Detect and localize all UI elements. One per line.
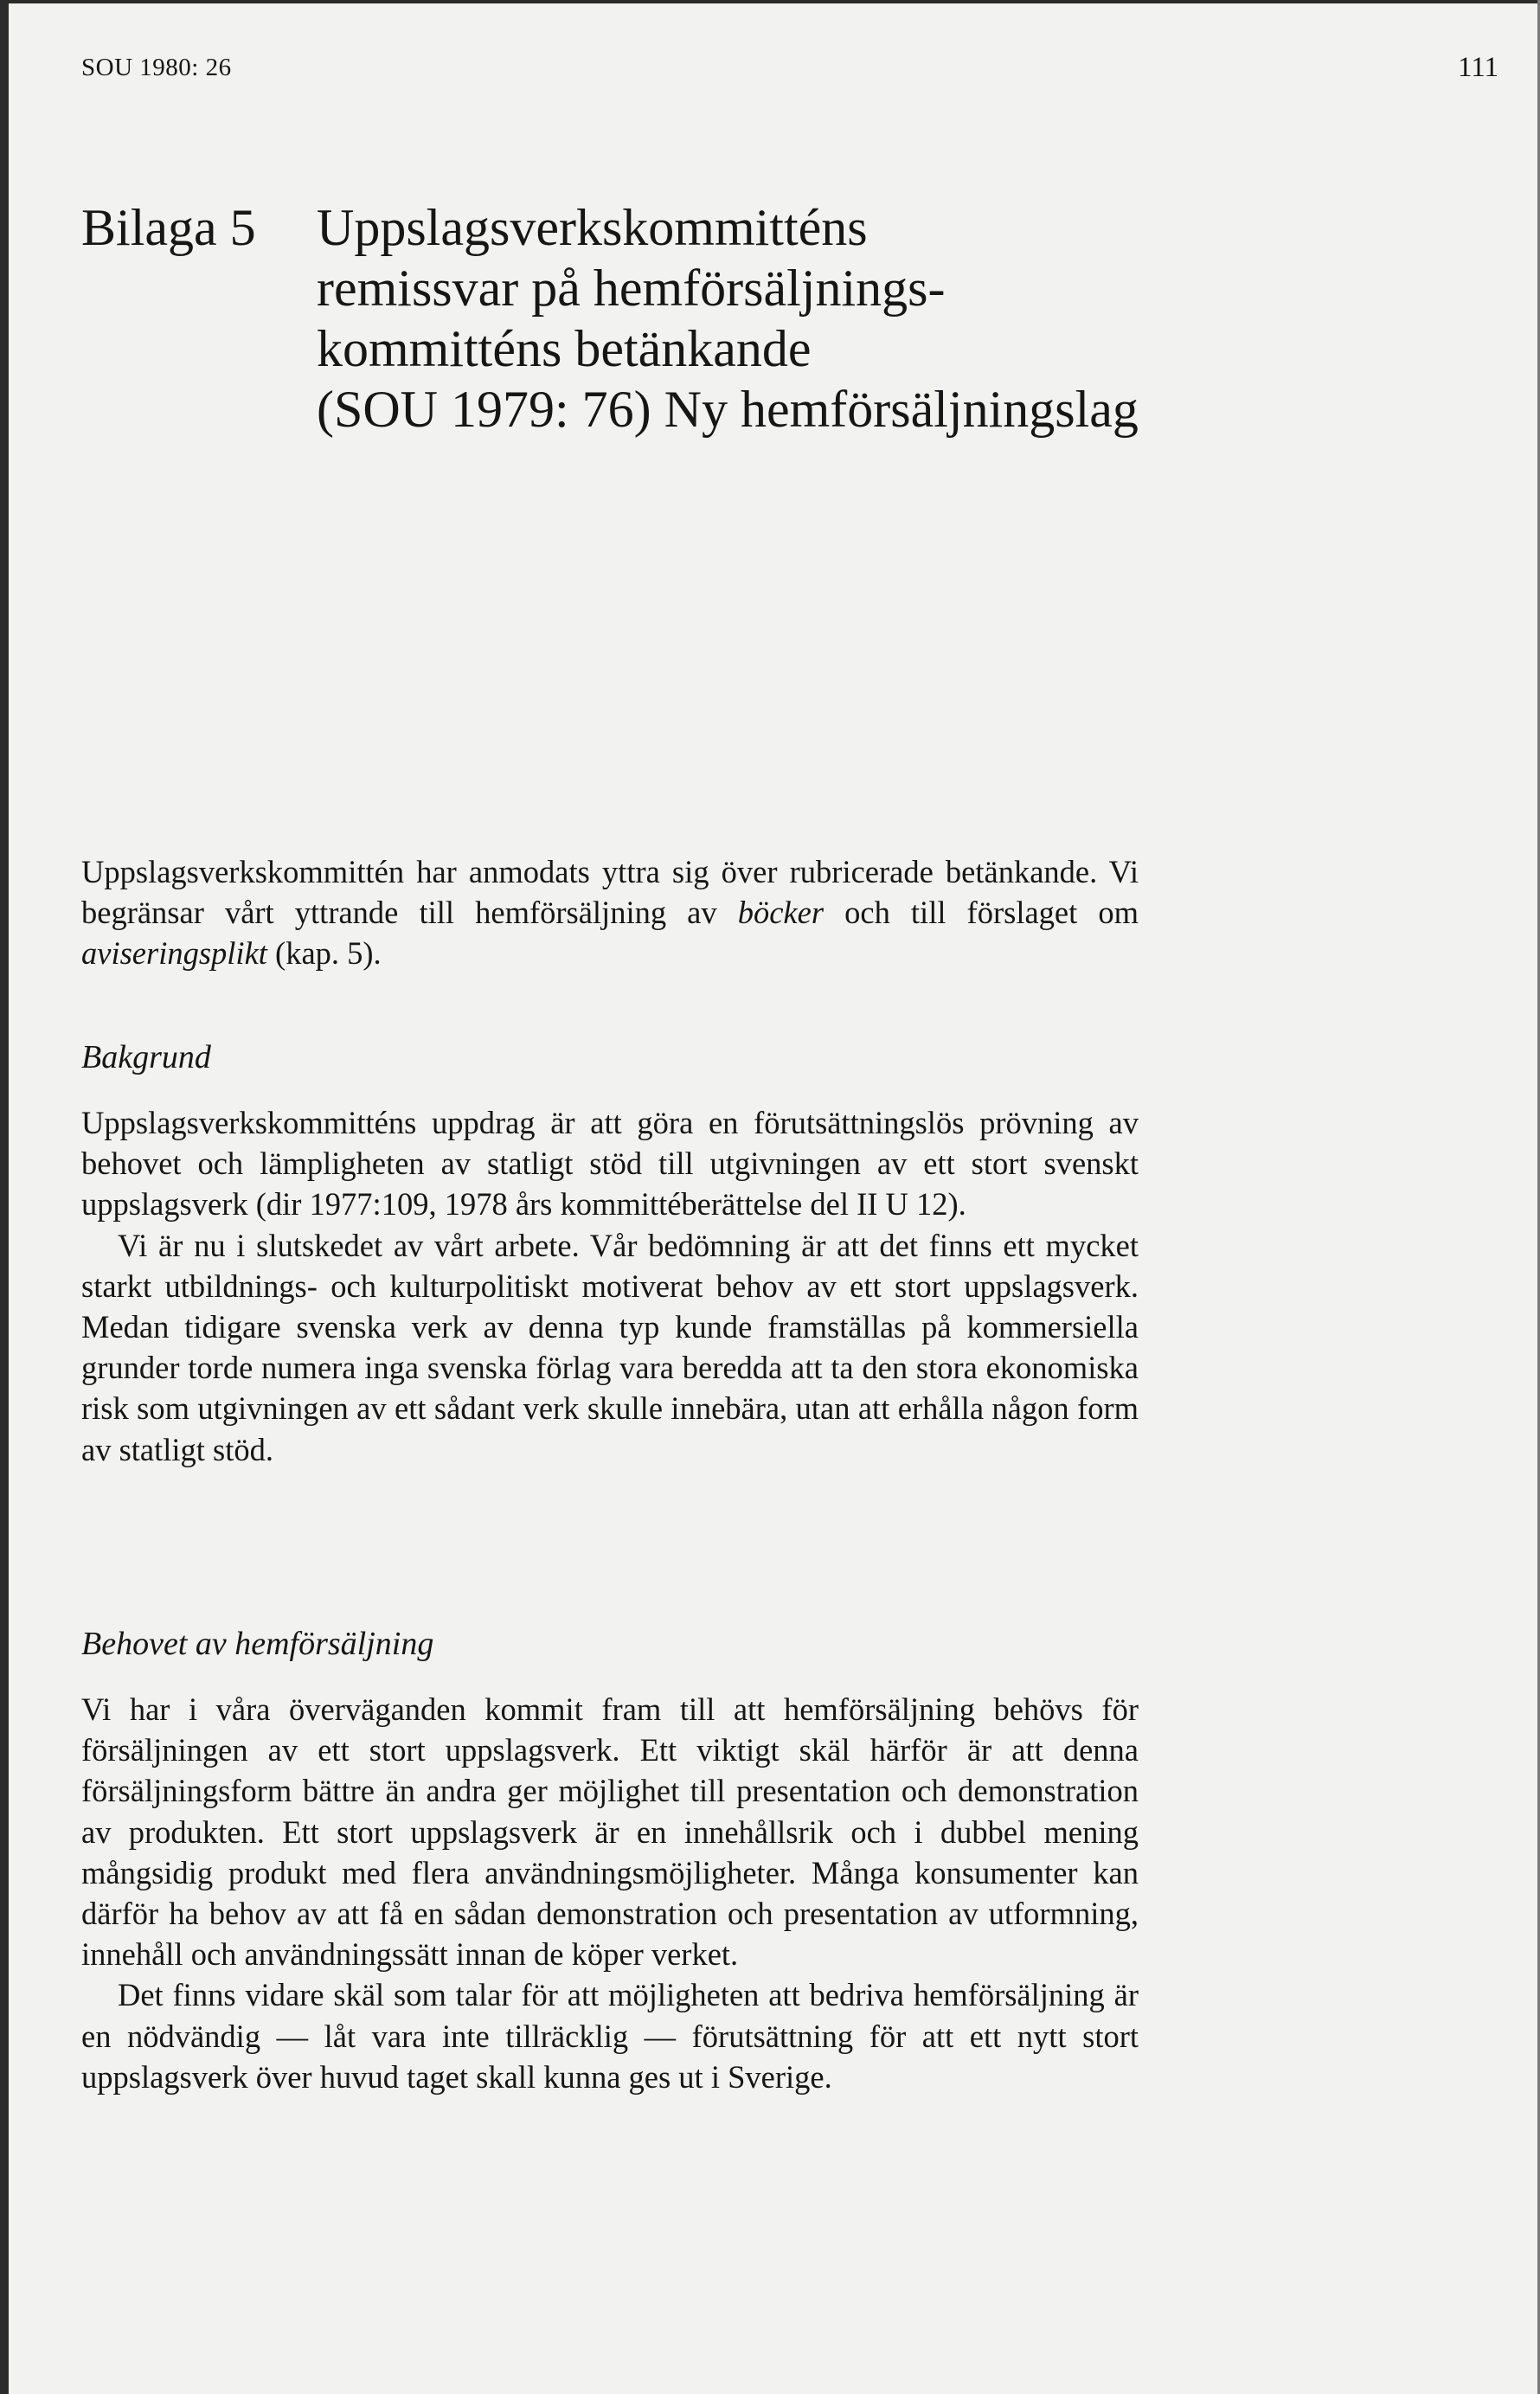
intro-text: Uppslagsverkskommittén har anmodats yttra sig över rubricerade betänkande. Vi begränsar vårt yttrande till hemförsäljning av — [81, 854, 1139, 931]
page-number: 111 — [1457, 52, 1498, 83]
paragraph: Vi är nu i slutskedet av vårt arbete. Vår bedömning är att det finns ett mycket starkt utbildnings- och kulturpolitiskt motiverat behov av ett stort uppslagsverk. Medan tidigare svenska verk av denna typ kunde framställas på kommersiella grunder torde numera inga svenska förlag vara beredda att ta den stora ekonomiska risk som utgivningen av ett sådant verk skulle innebära, utan att erhålla någon form av statligt stöd. — [81, 1227, 1139, 1467]
paragraph: Det finns vidare skäl som talar för att möjligheten att bedriva hemförsäljning är en nödvändig — låt vara inte tillräcklig — förutsättning för att ett nytt stort uppslagsverk över huvud taget skall kunna ges ut i Sverige. — [81, 1977, 1139, 2095]
running-head: SOU 1980: 26 — [81, 54, 232, 81]
intro-text: och till förslaget om — [824, 895, 1139, 931]
title-line: kommitténs betänkande — [317, 320, 812, 377]
title-line: remissvar på hemförsäljnings- — [317, 260, 946, 317]
appendix-title — [317, 197, 1182, 440]
intro-text: (kap. 5). — [266, 935, 382, 972]
paragraph: Vi har i våra överväganden kommit fram till att hemförsäljning behövs för försäljningen av ett stort uppslagsverk. Ett viktigt skäl härför är att denna försäljningsform bättre än andra ger möjlighet till presentation och demonstration av produkten. Ett stort uppslagsverk är en innehållsrik och i dubbel mening mångsidig produkt med flera användningsmöjligheter. Många konsumenter kan därför ha behov av att få en sådan demonstration och presentation av utformning, innehåll och användningssätt innan de köper verket. — [81, 1691, 1139, 1973]
section-body-need — [81, 1689, 1139, 2097]
section-heading-background: Bakgrund — [81, 1039, 211, 1075]
intro-paragraph — [81, 851, 1139, 974]
title-line: (SOU 1979: 76) Ny hemförsäljningslag — [317, 381, 1139, 438]
section-body-background — [81, 1102, 1139, 1470]
intro-emphasis: aviseringsplikt — [81, 935, 267, 972]
appendix-label: Bilaga 5 — [81, 199, 256, 256]
intro-emphasis: böcker — [737, 895, 825, 931]
scan-edge-top — [0, 0, 1540, 3]
paragraph: Uppslagsverkskommitténs uppdrag är att göra en förutsättningslös prövning av behovet och lämpligheten av statligt stöd till utgivningen av ett stort svenskt uppslagsverk (dir 1977:109, 1978 års kommittéberättelse del II U 12). — [81, 1105, 1139, 1223]
scan-edge-left — [0, 0, 9, 2394]
title-line: Uppslagsverkskommitténs — [317, 199, 868, 256]
section-heading-need: Behovet av hemförsäljning — [81, 1626, 434, 1662]
